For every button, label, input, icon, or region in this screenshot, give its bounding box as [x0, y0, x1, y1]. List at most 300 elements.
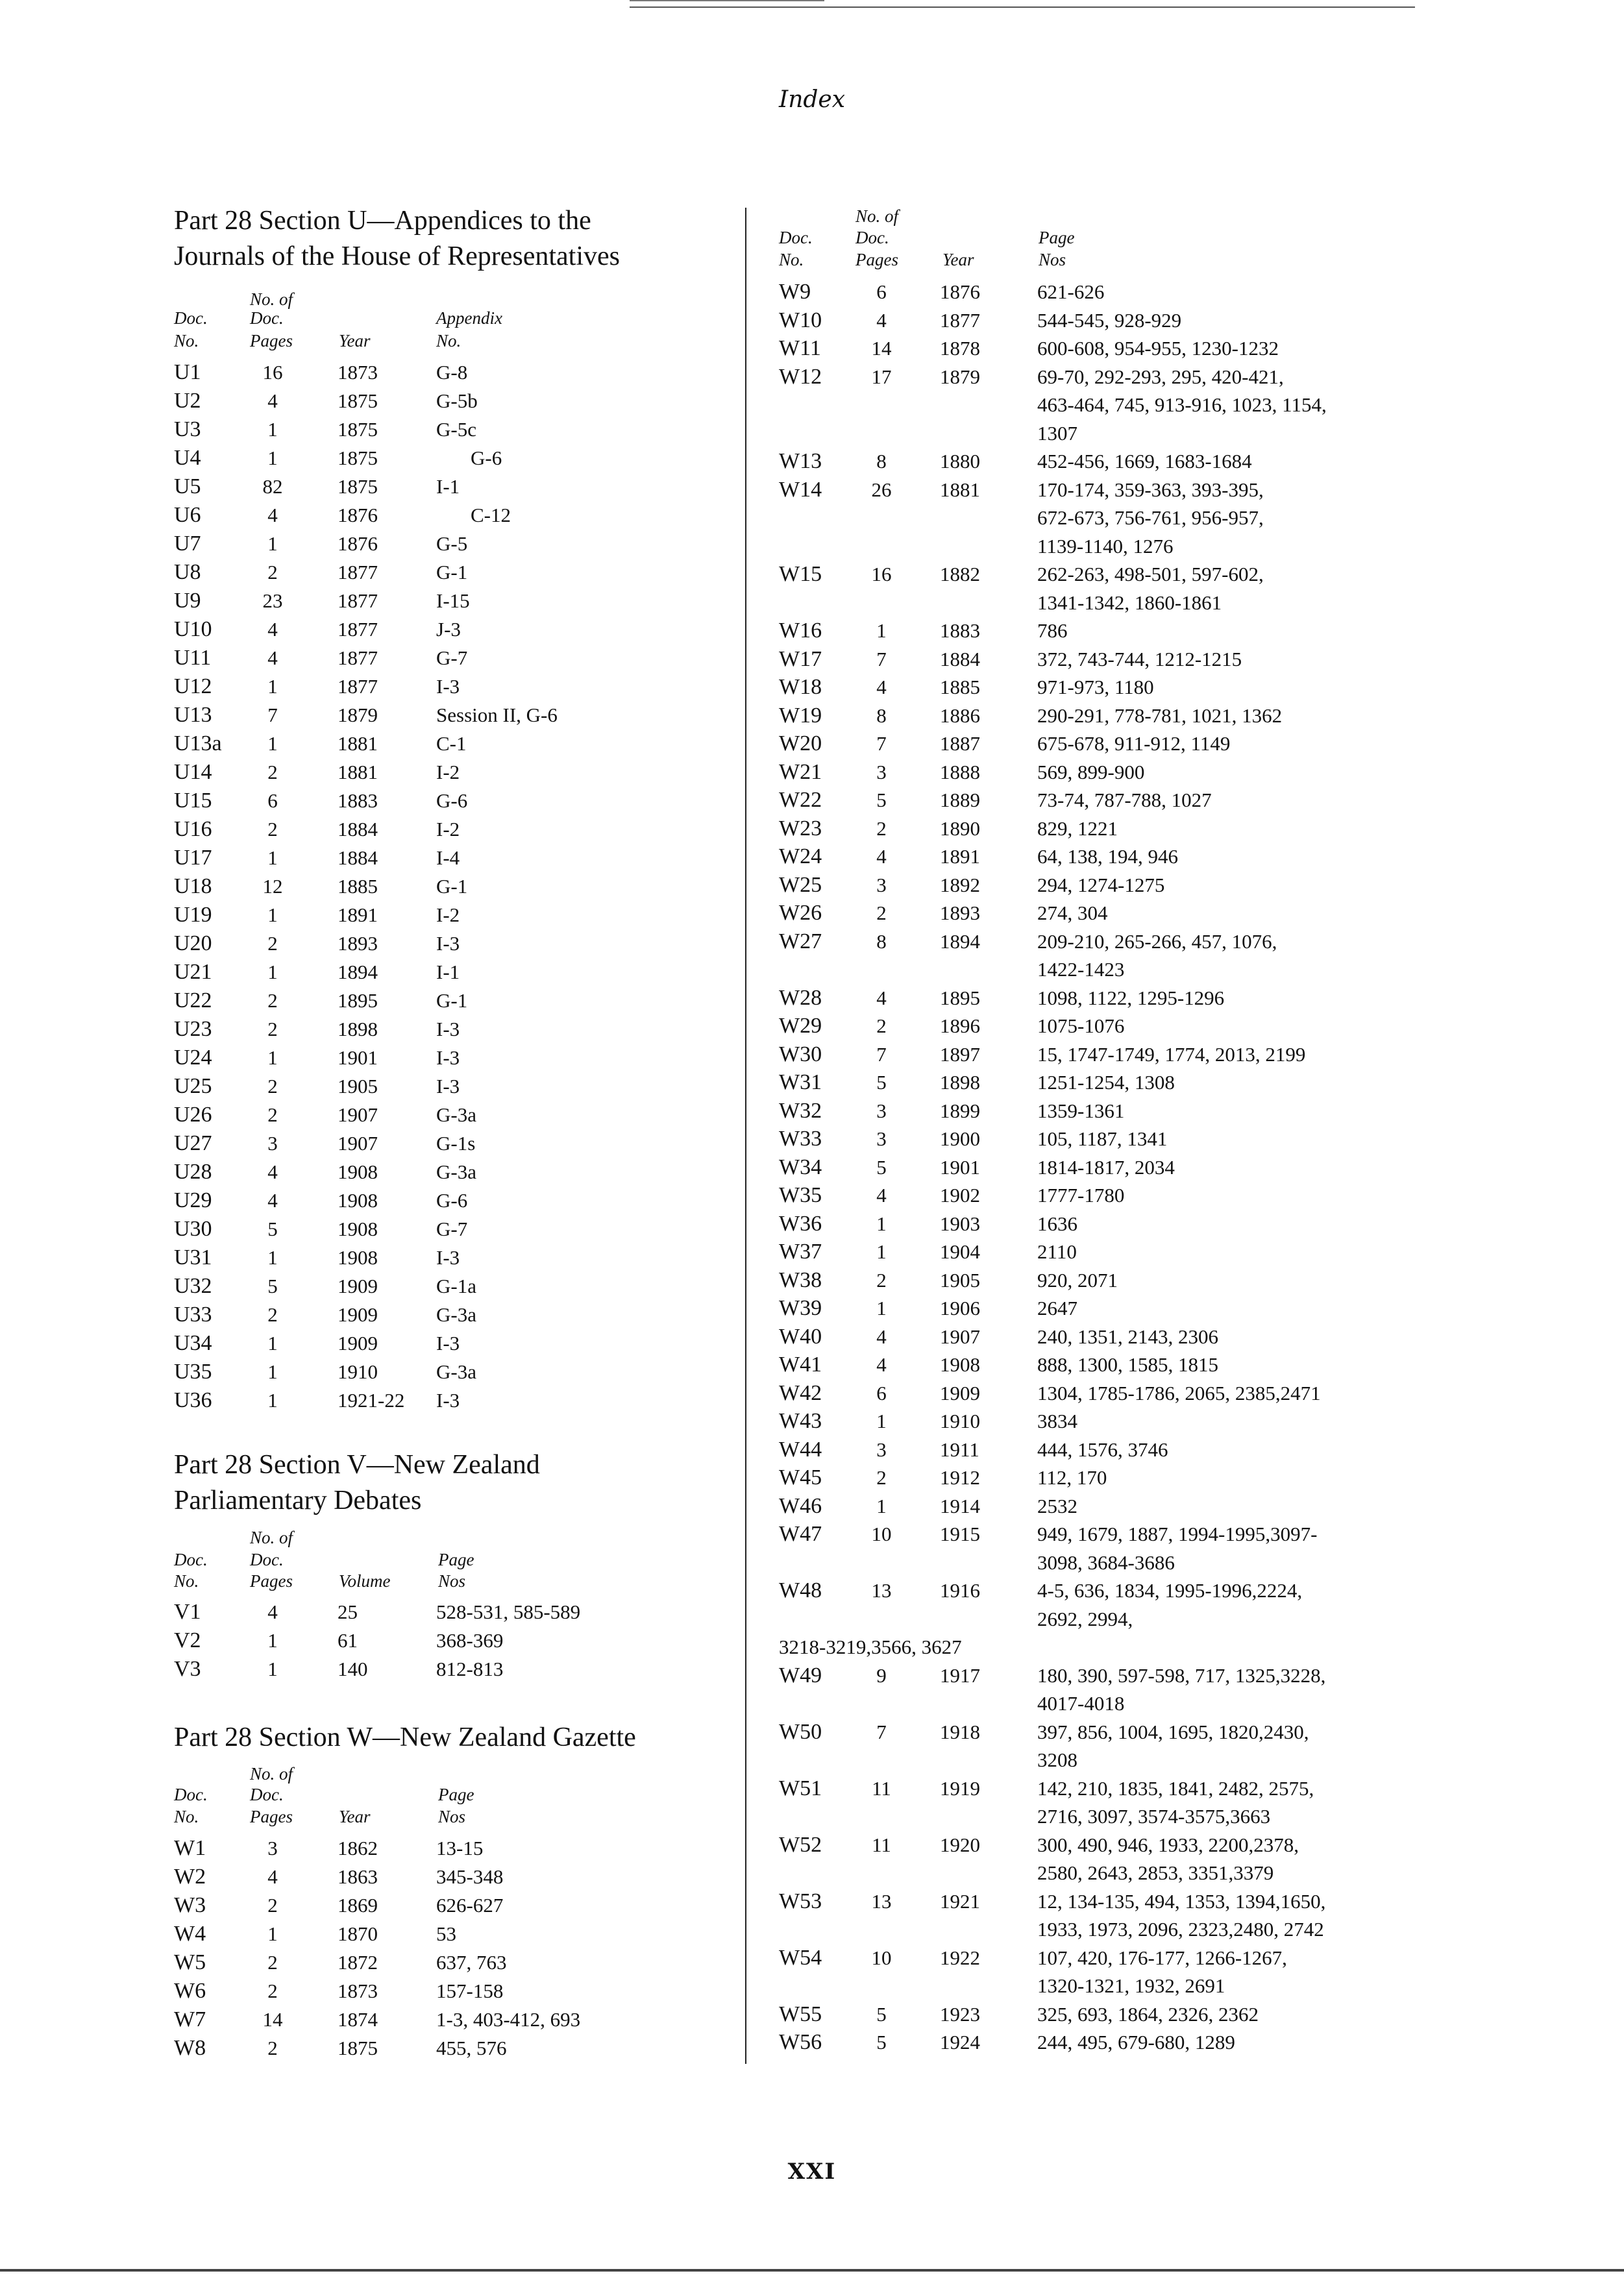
reference: G-5c — [436, 418, 476, 441]
wr-header-noof: No. of — [855, 206, 899, 226]
reference: 13-15 — [436, 1837, 484, 1859]
year: 1895 — [338, 989, 378, 1012]
page-references: 888, 1300, 1585, 1815 — [1037, 1353, 1218, 1376]
page-header: Index — [778, 86, 846, 113]
doc-number: W44 — [779, 1437, 822, 1462]
doc-number: U26 — [174, 1103, 212, 1127]
reference: G-1 — [436, 561, 468, 583]
page-count: 10 — [871, 1523, 892, 1545]
year: 1879 — [940, 365, 980, 388]
page-references: 949, 1679, 1887, 1994-1995,3097- — [1037, 1523, 1318, 1545]
wr-header-page: Page — [1039, 228, 1075, 247]
reference: I-3 — [436, 1018, 460, 1040]
page-count: 8 — [876, 929, 887, 953]
page-count: 1 — [876, 1240, 887, 1263]
doc-number: U13a — [174, 731, 222, 755]
page-count: 1 — [267, 1360, 278, 1383]
doc-number: U2 — [174, 389, 201, 413]
page-references: 372, 743-744, 1212-1215 — [1037, 647, 1242, 670]
page-count: 14 — [262, 2008, 283, 2031]
reference: 455, 576 — [436, 2037, 507, 2059]
page-references: 170-174, 359-363, 393-395, — [1037, 478, 1264, 501]
doc-number: W10 — [779, 308, 822, 332]
page-count: 1 — [267, 675, 278, 698]
u-header-appendix: Appendix — [436, 308, 502, 328]
page-count: 2 — [876, 1268, 887, 1292]
reference: 157-158 — [436, 1980, 504, 2002]
year: 1912 — [940, 1466, 980, 1489]
year: 1891 — [338, 903, 378, 926]
page-references: 672-673, 756-761, 956-957, — [1037, 506, 1264, 529]
doc-number: U19 — [174, 903, 212, 927]
year: 1909 — [338, 1303, 378, 1326]
page-references: 112, 170 — [1037, 1466, 1107, 1489]
page-count: 13 — [871, 1579, 892, 1602]
page-count: 2 — [876, 1014, 887, 1037]
year: 1909 — [338, 1332, 378, 1355]
year: 1873 — [338, 361, 378, 384]
year: 1891 — [940, 845, 980, 868]
year: 1883 — [338, 789, 378, 812]
year: 1875 — [338, 389, 378, 412]
doc-number: W26 — [779, 901, 822, 925]
doc-number: U13 — [174, 703, 212, 727]
doc-number: W53 — [779, 1889, 822, 1913]
doc-number: W54 — [779, 1945, 822, 1970]
page-count: 11 — [872, 1833, 891, 1856]
year: 1901 — [338, 1046, 378, 1069]
reference: G-7 — [436, 646, 468, 669]
year: 1881 — [940, 478, 980, 501]
year: 1908 — [940, 1353, 980, 1376]
page-count: 2 — [267, 1894, 278, 1917]
doc-number: W55 — [779, 2002, 822, 2026]
page-references: 2716, 3097, 3574-3575,3663 — [1037, 1805, 1271, 1828]
page-references: 262-263, 498-501, 597-602, — [1037, 563, 1264, 585]
reference: I-2 — [436, 761, 460, 783]
page-references: 920, 2071 — [1037, 1268, 1118, 1292]
page-references: 1304, 1785-1786, 2065, 2385,2471 — [1037, 1381, 1321, 1404]
page-count: 7 — [876, 647, 887, 670]
reference: 368-369 — [436, 1629, 504, 1652]
year: 1869 — [338, 1894, 378, 1917]
page-references: 290-291, 778-781, 1021, 1362 — [1037, 704, 1283, 727]
page-count: 5 — [876, 789, 887, 811]
wr-header-year: Year — [942, 250, 974, 269]
page-references: 1636 — [1037, 1212, 1077, 1235]
year: 1897 — [940, 1042, 980, 1066]
page-count: 8 — [876, 450, 887, 472]
page-count: 4 — [876, 986, 887, 1009]
page-count: 4 — [876, 676, 887, 698]
page-references: 12, 134-135, 494, 1353, 1394,1650, — [1037, 1889, 1326, 1913]
doc-number: U14 — [174, 760, 212, 784]
reference: I-3 — [436, 675, 460, 698]
page-references: 1422-1423 — [1037, 958, 1125, 981]
page-count: 17 — [871, 365, 892, 388]
year: 1906 — [940, 1297, 980, 1319]
page-count: 4 — [267, 1600, 278, 1623]
page-count: 2 — [267, 932, 278, 955]
doc-number: W27 — [779, 929, 822, 953]
year: 25 — [338, 1600, 358, 1623]
reference: G-1 — [436, 989, 468, 1012]
year: 1888 — [940, 760, 980, 783]
reference: G-1a — [436, 1275, 476, 1297]
page-count: 4 — [267, 646, 278, 669]
page-count: 1 — [267, 1332, 278, 1355]
doc-number: W19 — [779, 703, 822, 728]
page-count: 13 — [871, 1889, 892, 1913]
year: 1894 — [338, 961, 378, 983]
page-count: 7 — [876, 1042, 887, 1066]
doc-number: W12 — [779, 364, 822, 389]
year: 1902 — [940, 1184, 980, 1207]
doc-number: W13 — [779, 449, 822, 473]
page-references: 1814-1817, 2034 — [1037, 1155, 1175, 1179]
doc-number: W32 — [779, 1098, 822, 1123]
page-count: 1 — [267, 1629, 278, 1652]
reference: G-3a — [436, 1103, 476, 1126]
reference: I-3 — [436, 1046, 460, 1069]
doc-number: W4 — [174, 1922, 206, 1946]
year: 1879 — [338, 704, 378, 726]
year: 1878 — [940, 337, 980, 360]
doc-number: U33 — [174, 1303, 212, 1327]
doc-number: W2 — [174, 1865, 206, 1889]
page-references: 274, 304 — [1037, 901, 1108, 924]
page-references: 1320-1321, 1932, 2691 — [1037, 1974, 1225, 1997]
doc-number: W6 — [174, 1979, 206, 2003]
doc-number: W49 — [779, 1663, 822, 1687]
page-count: 1 — [267, 846, 278, 869]
doc-number: W51 — [779, 1776, 822, 1800]
doc-number: W42 — [779, 1380, 822, 1405]
doc-number: U24 — [174, 1046, 212, 1070]
page-count: 26 — [871, 478, 892, 501]
doc-number: W37 — [779, 1240, 822, 1264]
year: 1924 — [940, 2031, 980, 2053]
year: 1896 — [940, 1014, 980, 1037]
year: 1886 — [940, 704, 980, 727]
year: 1911 — [940, 1438, 979, 1461]
page-references: 2580, 2643, 2853, 3351,3379 — [1037, 1861, 1274, 1884]
year: 1875 — [338, 418, 378, 441]
doc-number: W5 — [174, 1950, 206, 1974]
doc-number: U18 — [174, 874, 212, 898]
page-references: 73-74, 787-788, 1027 — [1037, 789, 1212, 811]
year: 1901 — [940, 1155, 980, 1179]
doc-number: W3 — [174, 1893, 206, 1917]
doc-number: W8 — [174, 2036, 206, 2060]
page-references: 829, 1221 — [1037, 816, 1118, 840]
page-references: 544-545, 928-929 — [1037, 308, 1182, 332]
year: 1881 — [338, 732, 378, 755]
year: 1919 — [940, 1776, 980, 1800]
page-references: 1139-1140, 1276 — [1037, 534, 1174, 558]
column-divider — [745, 208, 746, 2064]
doc-number: U25 — [174, 1074, 212, 1098]
year: 1862 — [338, 1837, 378, 1859]
page-count: 12 — [262, 875, 283, 898]
doc-number: W43 — [779, 1409, 822, 1433]
year: 1909 — [940, 1381, 980, 1404]
reference: I-3 — [436, 1332, 460, 1355]
page-references: 105, 1187, 1341 — [1037, 1127, 1168, 1150]
page-references: 142, 210, 1835, 1841, 2482, 2575, — [1037, 1776, 1314, 1800]
v-header-pages: Pages — [250, 1571, 293, 1591]
doc-number: W16 — [779, 619, 822, 643]
doc-number: U10 — [174, 617, 212, 641]
doc-number: W36 — [779, 1211, 822, 1236]
doc-number: W40 — [779, 1324, 822, 1349]
year: 1892 — [940, 873, 980, 896]
top-rule-short — [630, 0, 824, 1]
v-header-no: No. — [174, 1571, 199, 1591]
u-header-no: No. — [174, 331, 199, 350]
doc-number: W47 — [779, 1522, 822, 1546]
doc-number: W46 — [779, 1493, 822, 1518]
doc-number: U21 — [174, 960, 212, 984]
doc-number: U20 — [174, 931, 212, 955]
page-count: 4 — [876, 308, 887, 332]
page-count: 5 — [267, 1218, 278, 1240]
doc-number: U12 — [174, 674, 212, 698]
page-references: 3208 — [1037, 1748, 1077, 1771]
u-header-doc2: Doc. — [250, 308, 284, 328]
doc-number: W38 — [779, 1268, 822, 1292]
year: 1910 — [940, 1410, 980, 1432]
page-count: 2 — [876, 901, 887, 924]
page-count: 1 — [267, 1246, 278, 1269]
page-count: 4 — [267, 1189, 278, 1212]
w-header-no: No. — [174, 1807, 199, 1826]
doc-number: W9 — [779, 280, 811, 304]
page-count: 3 — [876, 1438, 887, 1461]
page-references: 2692, 2994, — [1037, 1607, 1133, 1630]
year: 1889 — [940, 789, 980, 811]
page-references: 107, 420, 176-177, 1266-1267, — [1037, 1946, 1287, 1969]
doc-number: U36 — [174, 1388, 212, 1412]
year: 1905 — [338, 1075, 378, 1097]
doc-number: U31 — [174, 1245, 212, 1269]
year: 1873 — [338, 1980, 378, 2002]
year: 1898 — [940, 1071, 980, 1094]
reference: G-3a — [436, 1160, 476, 1183]
reference: G-1s — [436, 1132, 476, 1155]
reference: I-3 — [436, 1389, 460, 1412]
year: 1877 — [338, 589, 378, 612]
page-count: 2 — [267, 1103, 278, 1126]
doc-number: V3 — [174, 1657, 201, 1681]
page-count: 7 — [876, 1720, 887, 1743]
doc-number: U3 — [174, 417, 201, 441]
page-references: 294, 1274-1275 — [1037, 873, 1165, 896]
year: 1921-22 — [338, 1389, 405, 1412]
year: 1922 — [940, 1946, 980, 1969]
reference: G-6 — [471, 447, 502, 469]
doc-number: U11 — [174, 646, 212, 670]
year: 1918 — [940, 1720, 980, 1743]
year: 1876 — [338, 532, 378, 555]
page-count: 4 — [267, 389, 278, 412]
page-references: 452-456, 1669, 1683-1684 — [1037, 450, 1252, 472]
doc-number: W25 — [779, 872, 822, 897]
page-count: 1 — [267, 732, 278, 755]
reference: G-3a — [436, 1303, 476, 1326]
year: 1880 — [940, 450, 980, 472]
reference: 528-531, 585-589 — [436, 1600, 581, 1623]
section-u-title-line1: Part 28 Section U—Appendices to the — [174, 206, 591, 236]
year: 1885 — [940, 676, 980, 698]
page-count: 1 — [267, 1922, 278, 1945]
year: 1914 — [940, 1494, 980, 1517]
doc-number: W21 — [779, 759, 822, 784]
doc-number: U34 — [174, 1331, 212, 1355]
reference: C-1 — [436, 732, 467, 755]
doc-number: U27 — [174, 1131, 212, 1155]
page-count: 1 — [876, 1494, 887, 1517]
year: 1893 — [338, 932, 378, 955]
page-count: 4 — [267, 618, 278, 641]
w-header-noof: No. of — [250, 1764, 293, 1784]
reference: G-3a — [436, 1360, 476, 1383]
page-count: 4 — [876, 1325, 887, 1348]
page-references: 3098, 3684-3686 — [1037, 1551, 1175, 1574]
year: 1877 — [338, 561, 378, 583]
year: 1900 — [940, 1127, 980, 1150]
page-count: 2 — [267, 761, 278, 783]
u-header-pages: Pages — [250, 331, 293, 350]
doc-number: W39 — [779, 1296, 822, 1320]
page-count: 2 — [267, 1018, 278, 1040]
top-rule — [630, 6, 1415, 8]
page-references: 1251-1254, 1308 — [1037, 1071, 1175, 1094]
doc-number: W20 — [779, 731, 822, 755]
page-count: 3 — [876, 873, 887, 896]
reference: I-3 — [436, 1075, 460, 1097]
year: 1915 — [940, 1523, 980, 1545]
page-count: 1 — [267, 961, 278, 983]
v-header-doc: Doc. — [174, 1550, 208, 1569]
year: 1887 — [940, 732, 980, 755]
reference: J-3 — [436, 618, 461, 641]
doc-number: U7 — [174, 532, 201, 556]
year: 1921 — [940, 1889, 980, 1913]
year: 1908 — [338, 1189, 378, 1212]
page-count: 3 — [876, 1099, 887, 1122]
year: 1876 — [338, 504, 378, 526]
doc-number: U5 — [174, 474, 201, 498]
doc-number: U17 — [174, 846, 212, 870]
page-count: 3 — [876, 760, 887, 783]
year: 1877 — [338, 618, 378, 641]
doc-number: W14 — [779, 477, 822, 502]
year: 1885 — [338, 875, 378, 898]
page-references: 180, 390, 597-598, 717, 1325,3228, — [1037, 1663, 1326, 1687]
page-count: 2 — [267, 1980, 278, 2002]
page-count: 6 — [876, 1381, 887, 1404]
page-references: 2532 — [1037, 1494, 1077, 1517]
page-references: 2110 — [1037, 1240, 1077, 1263]
reference: C-12 — [471, 504, 511, 526]
page-count: 9 — [876, 1663, 887, 1687]
page-count: 2 — [267, 561, 278, 583]
wr-header-pages: Pages — [855, 250, 898, 269]
page-references: 444, 1576, 3746 — [1037, 1438, 1168, 1461]
doc-number: W45 — [779, 1465, 822, 1489]
page-count: 4 — [876, 1184, 887, 1207]
reference: 53 — [436, 1922, 456, 1945]
year: 61 — [338, 1629, 358, 1652]
wr-header-no: No. — [779, 250, 804, 269]
page-count: 1 — [267, 447, 278, 469]
page-count: 1 — [267, 1658, 278, 1680]
year: 1907 — [940, 1325, 980, 1348]
year: 1863 — [338, 1865, 378, 1888]
v-header-volume: Volume — [339, 1571, 391, 1591]
year: 1882 — [940, 563, 980, 585]
v-header-noof: No. of — [250, 1528, 293, 1547]
year: 1908 — [338, 1246, 378, 1269]
page-references: 786 — [1037, 619, 1068, 642]
page-count: 10 — [871, 1946, 892, 1969]
year: 1903 — [940, 1212, 980, 1235]
page-count: 4 — [876, 1353, 887, 1376]
page-count: 4 — [876, 845, 887, 868]
reference: I-3 — [436, 932, 460, 955]
doc-number: W48 — [779, 1578, 822, 1602]
reference: I-1 — [436, 961, 460, 983]
u-header-appno: No. — [436, 331, 461, 350]
year: 1874 — [338, 2008, 378, 2031]
page-references: 569, 899-900 — [1037, 760, 1145, 783]
page-references: 1777-1780 — [1037, 1184, 1125, 1207]
year: 1875 — [338, 447, 378, 469]
page-references: 1075-1076 — [1037, 1014, 1125, 1037]
w-header-year: Year — [339, 1807, 371, 1826]
doc-number: U16 — [174, 817, 212, 841]
year: 1908 — [338, 1218, 378, 1240]
reference: G-8 — [436, 361, 468, 384]
page-references: 1933, 1973, 2096, 2323,2480, 2742 — [1037, 1918, 1324, 1941]
year: 1895 — [940, 986, 980, 1009]
page-count: 5 — [876, 2002, 887, 2026]
page-references: 1098, 1122, 1295-1296 — [1037, 986, 1225, 1009]
page-count: 6 — [267, 789, 278, 812]
doc-number: W31 — [779, 1070, 822, 1094]
page-references: 621-626 — [1037, 280, 1105, 303]
section-v-title-line2: Parliamentary Debates — [174, 1486, 422, 1515]
year: 1894 — [940, 929, 980, 953]
doc-number: U6 — [174, 503, 201, 527]
doc-number: W7 — [174, 2007, 206, 2031]
doc-number: W17 — [779, 646, 822, 671]
doc-number: U35 — [174, 1360, 212, 1384]
page-count: 82 — [262, 475, 283, 498]
page-count: 3 — [876, 1127, 887, 1150]
year: 1905 — [940, 1268, 980, 1292]
doc-number: W24 — [779, 844, 822, 868]
doc-number: W22 — [779, 788, 822, 812]
doc-number: W34 — [779, 1155, 822, 1179]
page-count: 11 — [872, 1776, 891, 1800]
year: 140 — [338, 1658, 368, 1680]
doc-number: U32 — [174, 1274, 212, 1298]
doc-number: U22 — [174, 988, 212, 1012]
u-header-year: Year — [339, 331, 371, 350]
page-count: 1 — [876, 619, 887, 642]
